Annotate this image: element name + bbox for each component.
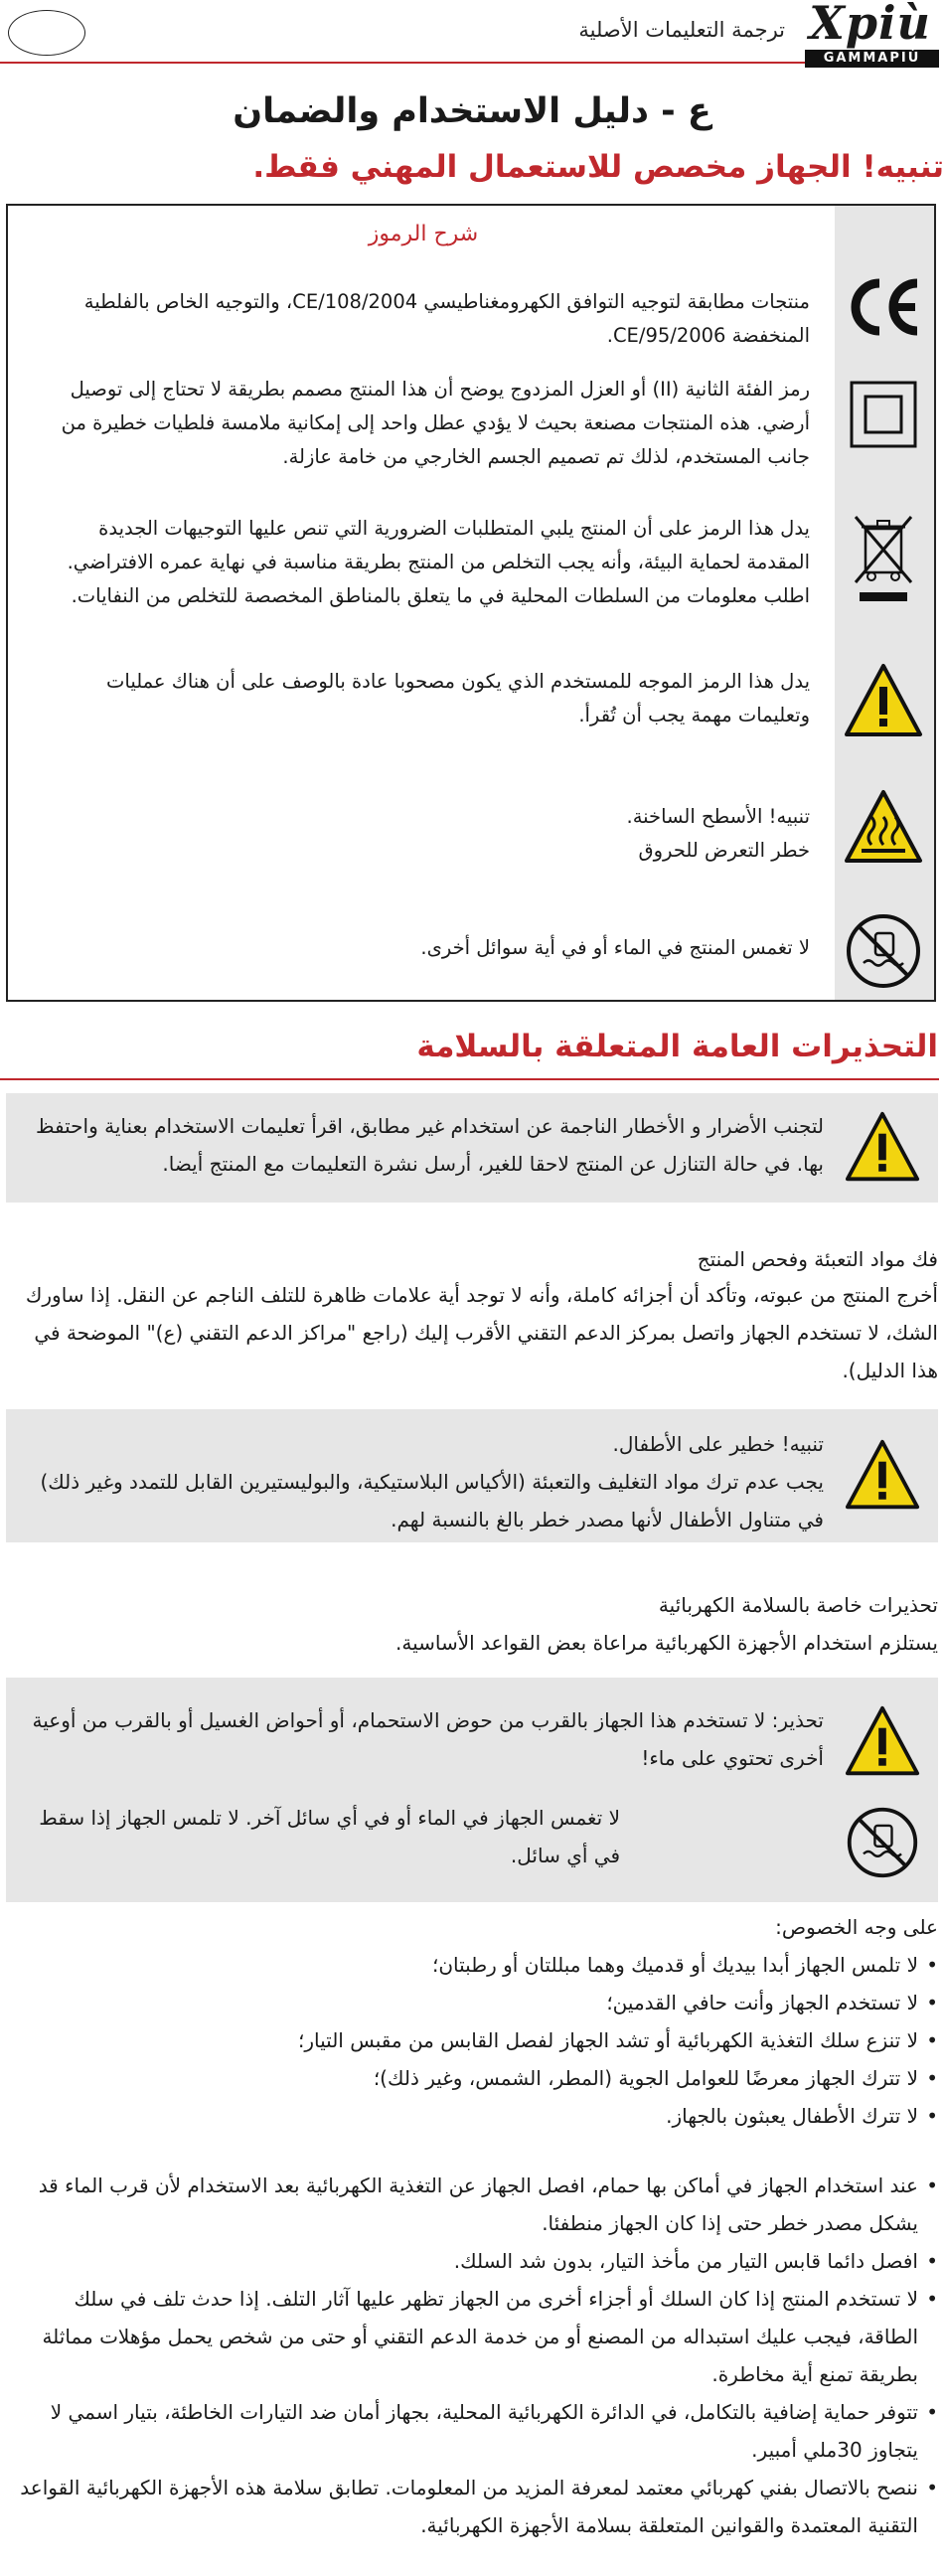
no-immersion-icon bbox=[844, 911, 923, 991]
safety-bullets-a bbox=[14, 1946, 938, 2135]
bath-warning-text: تحذير: لا تستخدم هذا الجهاز بالقرب من حوض الاستحمام، أو أحواض الغسيل أو بالقرب من أوعية أخرى تحتوي على ماء! bbox=[32, 1708, 824, 1770]
electric-safety-heading: تحذيرات خاصة بالسلامة الكهربائية bbox=[658, 1593, 938, 1617]
list-item: • لا تترك الأطفال يعبثون بالجهاز. bbox=[14, 2097, 938, 2135]
immersion-warning-text: لا تغمس الجهاز في الماء أو في أي سائل آخر. لا تلمس الجهاز إذا سقط في أي سائل. bbox=[39, 1806, 620, 1867]
double-insulation-description: رمز الفئة الثانية (II) أو العزل المزدوج يوضح أن هذا المنتج مصمم بطريقة لا تحتاج إلى توصيل أرضي. هذه المنتجات مصنعة بحيث لا يؤدي عطل واحد إلى إمكانية ملامسة فلطيات خطيرة من جانب المستخدم، لذلك تم تصميم الجسم الخارجي من خامة عازلة. bbox=[61, 378, 810, 468]
children-warning-box bbox=[6, 1409, 938, 1542]
intro-warning-box bbox=[6, 1093, 938, 1203]
brand-logo bbox=[805, 2, 939, 66]
symbols-heading: شرح الرموز bbox=[368, 222, 479, 246]
list-item: • لا تلمس الجهاز أبدا بيديك أو قدميك وهما مبللتان أو رطبتان؛ bbox=[14, 1946, 938, 1984]
warning-description: يدل هذا الرمز الموجه للمستخدم الذي يكون مصحوبا عادة بالوصف على أن هناك عمليات وتعليمات مهمة يجب أن تُقرأ. bbox=[106, 670, 810, 726]
list-item: • ننصح بالاتصال بفني كهربائي معتمد لمعرفة المزيد من المعلومات. تطابق سلامة هذه الأجهزة الكهربائية القواعد التقنية المعتمدة والقوانين المتعلقة بسلامة الأجهزة الكهربائية. bbox=[14, 2469, 938, 2544]
hot-surface-icon bbox=[844, 787, 923, 867]
electric-safety-text: يستلزم استخدام الأجهزة الكهربائية مراعاة بعض القواعد الأساسية. bbox=[395, 1631, 938, 1655]
page-number-oval bbox=[8, 10, 85, 56]
symbols-legend-box bbox=[6, 204, 936, 1002]
warning-triangle-icon bbox=[844, 661, 923, 740]
page-header bbox=[0, 0, 944, 70]
hot-surface-burn-risk: خطر التعرض للحروق bbox=[638, 839, 810, 862]
unpack-heading: فك مواد التعبئة وفحص المنتج bbox=[697, 1247, 938, 1271]
particular-heading: على وجه الخصوص: bbox=[775, 1915, 938, 1939]
list-item: • لا تترك الجهاز معرضًا للعوامل الجوية (المطر، الشمس، وغير ذلك)؛ bbox=[14, 2059, 938, 2097]
list-item: • لا تستخدم الجهاز وأنت حافي القدمين؛ bbox=[14, 1984, 938, 2021]
safety-section-title: التحذيرات العامة المتعلقة بالسلامة bbox=[416, 1029, 938, 1064]
weee-description: يدل هذا الرمز على أن المنتج يلبي المتطلبات الضرورية التي تنص عليها التوجيهات الجديدة المقدمة لحماية البيئة، وأنه يجب التخلص من المنتج بطريقة مناسبة في نهاية عمره الافتراضي. اطلب معلومات من السلطات المحلية في ما يتعلق بالمناطق المخصصة للتخلص من النفايات. bbox=[67, 517, 810, 607]
ce-mark-description: منتجات مطابقة لتوجيه التوافق الكهرومغناطيسي CE/108/2004، والتوجيه الخاص بالفلطية المنخفضة CE/95/2006. bbox=[83, 290, 810, 347]
intro-warning-text: لتجنب الأضرار و الأخطار الناجمة عن استخدام غير مطابق، اقرأ تعليمات الاستخدام بعناية واحتفظ بها. في حالة التنازل عن المنتج لاحقا للغير، أرسل نشرة التعليمات مع المنتج أيضا. bbox=[36, 1114, 824, 1176]
weee-bin-icon bbox=[844, 509, 923, 604]
electric-warning-box bbox=[6, 1678, 938, 1902]
hot-surface-title: تنبيه! الأسطح الساخنة. bbox=[626, 805, 810, 828]
header-divider bbox=[0, 62, 805, 64]
double-insulation-icon bbox=[844, 375, 923, 454]
no-immersion-icon bbox=[845, 1805, 920, 1880]
unpack-text: أخرج المنتج من عبوته، وتأكد أن أجزائه كاملة، وأنه لا توجد أية علامات ظاهرة للتلف الناجم عن النقل. إذا ساورك الشك، لا تستخدم الجهاز واتصل بمركز الدعم التقني الأقرب إليك (راجع "مراكز الدعم التقني (ع)" الموضحة في هذا الدليل). bbox=[25, 1283, 938, 1382]
logo-script: Xpiù bbox=[809, 0, 931, 50]
list-item: • تتوفر حماية إضافية بالتكامل، في الدائرة الكهربائية المحلية، بجهاز أمان ضد التيارات الخاطئة، بتيار اسمي لا يتجاوز 30ملي أمبير. bbox=[14, 2393, 938, 2469]
children-warning-text: يجب عدم ترك مواد التغليف والتعبئة (الأكياس البلاستيكية، والبوليستيرين القابل للتمدد وغير ذلك) في متناول الأطفال لأنها مصدر خطر بالغ بالنسبة لهم. bbox=[40, 1470, 824, 1531]
logo-band: GAMMAPIÙ bbox=[805, 50, 939, 68]
safety-bullets-b bbox=[14, 2167, 938, 2544]
safety-section-divider bbox=[0, 1078, 939, 1080]
list-item: • عند استخدام الجهاز في أماكن بها حمام، افصل الجهاز عن التغذية الكهربائية بعد الاستخدام لأن قرب الماء قد يشكل مصدر خطر حتى إذا كان الجهاز منطفئا. bbox=[14, 2167, 938, 2242]
ce-mark-icon bbox=[844, 267, 923, 347]
no-immersion-description: لا تغمس المنتج في الماء أو في أية سوائل أخرى. bbox=[420, 936, 810, 959]
page-title: ع - دليل الاستخدام والضمان bbox=[233, 91, 711, 131]
children-warning-title: تنبيه! خطير على الأطفال. bbox=[612, 1432, 824, 1456]
list-item: • لا تنزع سلك التغذية الكهربائية أو تشد الجهاز لفصل القابس من مقبس التيار؛ bbox=[14, 2021, 938, 2059]
warning-triangle-icon bbox=[845, 1109, 920, 1185]
warning-triangle-icon bbox=[845, 1437, 920, 1513]
header-title: ترجمة التعليمات الأصلية bbox=[578, 18, 785, 42]
list-item: • افصل دائما قابس التيار من مأخذ التيار، بدون شد السلك. bbox=[14, 2242, 938, 2280]
warning-triangle-icon bbox=[845, 1703, 920, 1779]
professional-use-warning: تنبيه! الجهاز مخصص للاستعمال المهني فقط. bbox=[252, 149, 944, 185]
list-item: • لا تستخدم المنتج إذا كان السلك أو أجزاء أخرى من الجهاز تظهر عليها آثار التلف. إذا حدث تلف في سلك الطاقة، فيجب عليك استبداله من المصنع أو من خدمة الدعم التقني أو حتى من شخص يحمل مؤهلات مماثلة بطريقة تمنع أية مخاطرة. bbox=[14, 2280, 938, 2393]
